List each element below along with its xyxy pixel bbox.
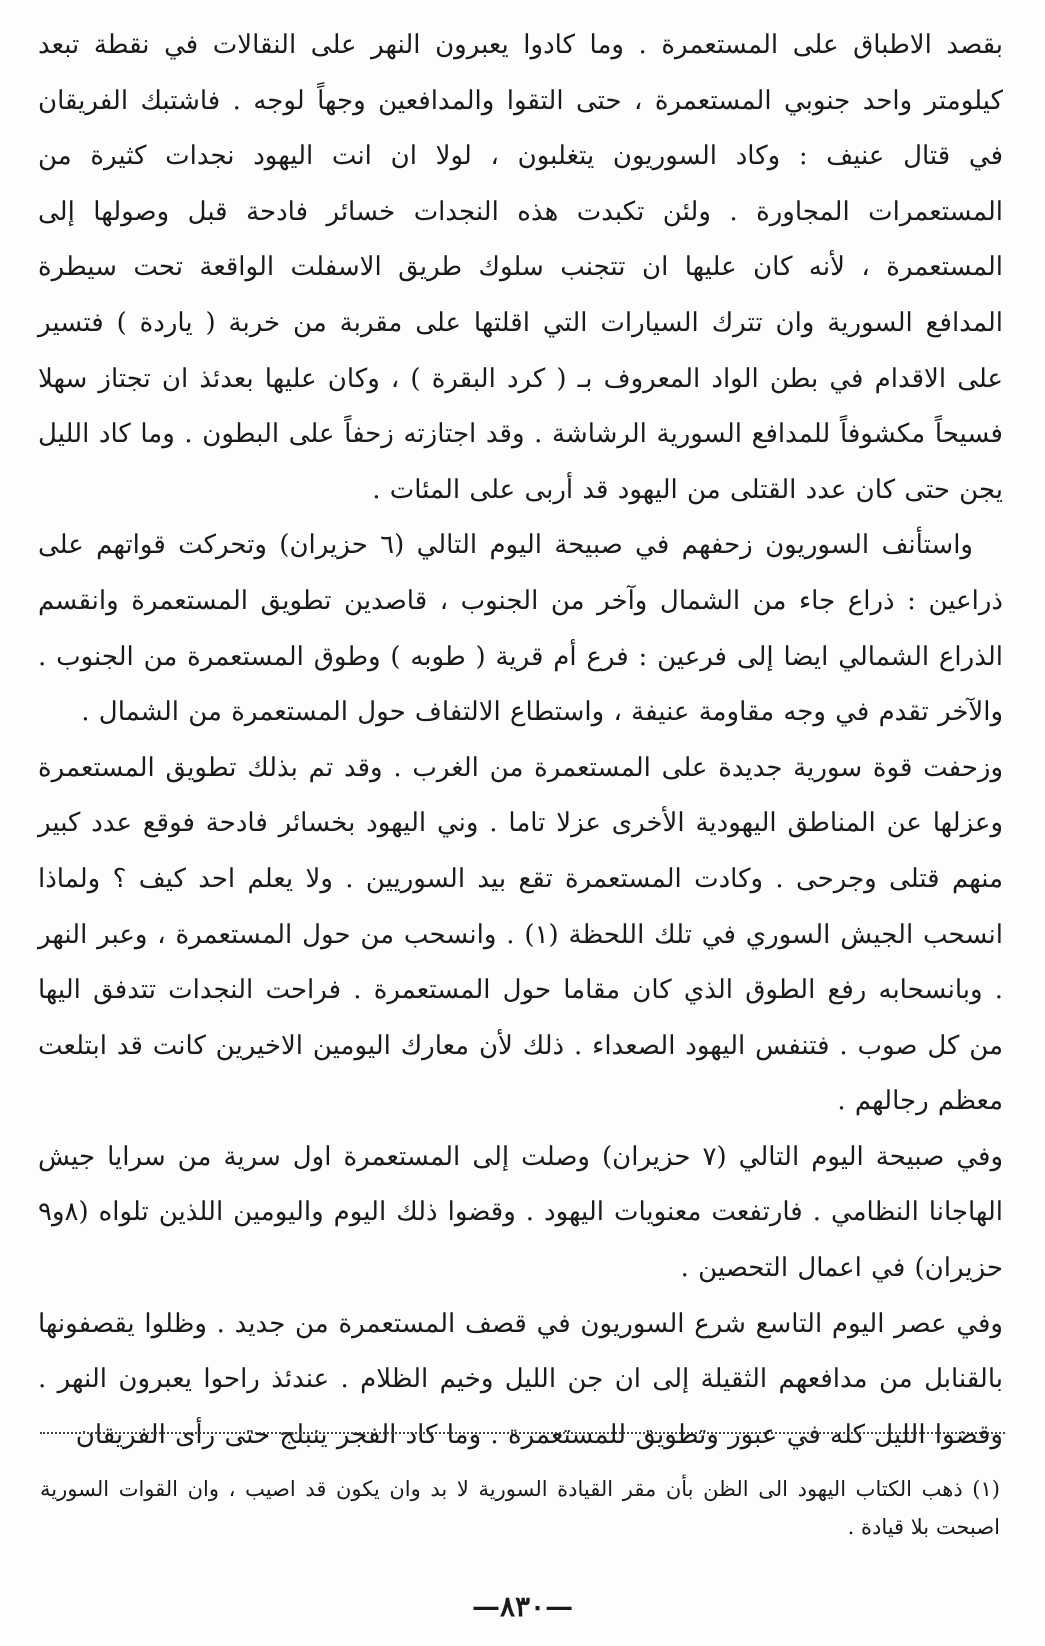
footnote-text: (١) ذهب الكتاب اليهود الى الظن بأن مقر القيادة السورية لا بد وان يكون قد اصيب ، وان القوات السورية اصبحت بلا قيادة . — [40, 1477, 1000, 1539]
body-text — [38, 18, 1003, 1463]
footnote-separator — [40, 1432, 1005, 1434]
paragraph: وزحفت قوة سورية جديدة على المستعمرة من الغرب . وقد تم بذلك تطويق المستعمرة وعزلها عن المناطق اليهودية الأخرى عزلا تاما . وني اليهود بخسائر فادحة فوقع عدد كبير منهم قتلى وجرحى . وكادت المستعمرة تقع بيد السوريين . ولا يعلم احد كيف ؟ ولماذا انسحب الجيش السوري في تلك اللحظة (١) . وانسحب من حول المستعمرة ، وعبر النهر . وبانسحابه رفع الطوق الذي كان مقاما حول المستعمرة . فراحت النجدات تتدفق اليها من كل صوب . فتنفس اليهود الصعداء . ذلك لأن معارك اليومين الاخيرين كانت قد ابتلعت معظم رجالهم . — [38, 752, 1003, 1117]
paragraph: واستأنف السوريون زحفهم في صبيحة اليوم التالي (٦ حزيران) وتحركت قواتهم على ذراعين : ذراع جاء من الشمال وآخر من الجنوب ، قاصدين تطويق المستعمرة وانقسم الذراع الشمالي ايضا إلى فرعين : فرع أم قرية ( طوبه ) وطوق المستعمرة من الجنوب . والآخر تقدم في وجه مقاومة عنيفة ، واستطاع الالتفاف حول المستعمرة من الشمال . — [38, 530, 1003, 728]
page-number: —٨٣٠— — [471, 1590, 574, 1623]
paragraph: بقصد الاطباق على المستعمرة . وما كادوا يعبرون النهر على النقالات في نقطة تبعد كيلومتر واحد جنوبي المستعمرة ، حتى التقوا والمدافعين وجهاً لوجه . فاشتبك الفريقان في قتال عنيف : وكاد السوريون يتغلبون ، لولا ان انت اليهود نجدات كثيرة من المستعمرات المجاورة . ولئن تكبدت هذه النجدات خسائر فادحة قبل وصولها إلى المستعمرة ، لأنه كان عليها ان تتجنب سلوك طريق الاسفلت الواقعة تحت سيطرة المدافع السورية وان تترك السيارات التي اقلتها على مقربة من خربة ( ياردة ) فتسير على الاقدام في بطن الواد المعروف بـ ( كرد البقرة ) ، وكان عليها بعدئذ ان تجتاز سهلا فسيحاً مكشوفاً للمدافع السورية الرشاشة . وقد اجتازته زحفاً على البطون . وما كاد الليل يجن حتى كان عدد القتلى من اليهود قد أربى على المئات . — [38, 30, 1003, 505]
paragraph: وفي عصر اليوم التاسع شرع السوريون في قصف المستعمرة من جديد . وظلوا يقصفونها بالقنابل من مدافعهم الثقيلة إلى ان جن الليل وخيم الظلام . عندئذ راحوا يعبرون النهر . وقضوا الليل كله في عبور وتطويق للمستعمرة . وما كاد الفجر ينبلج حتى رأى الفريقان — [38, 1308, 1003, 1450]
footnote — [40, 1470, 1000, 1546]
paragraph: وفي صبيحة اليوم التالي (٧ حزيران) وصلت إلى المستعمرة اول سرية من سرايا جيش الهاجانا النظامي . فارتفعت معنويات اليهود . وقضوا ذلك اليوم واليومين اللذين تلواه (٨و٩ حزيران) في اعمال التحصين . — [38, 1141, 1003, 1284]
